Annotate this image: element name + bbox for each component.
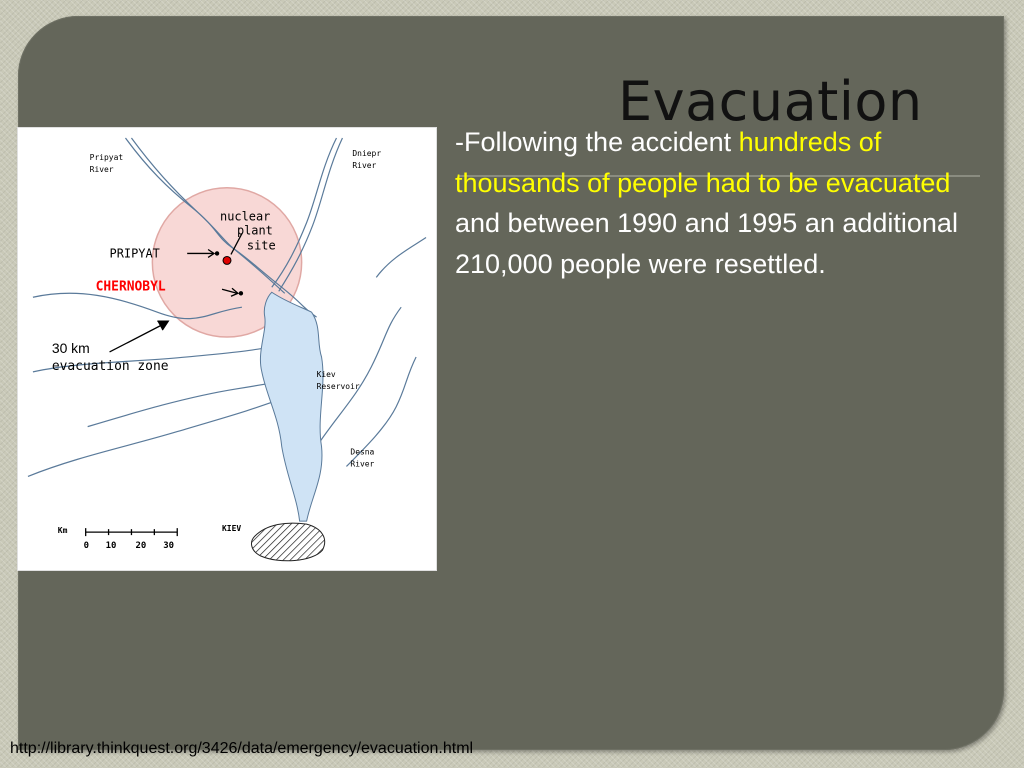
slide-panel xyxy=(18,16,1004,750)
pripyat-river-label-1: Pripyat xyxy=(89,152,124,162)
pripyat-town-label: PRIPYAT xyxy=(109,246,160,261)
kiev-city-label: KIEV xyxy=(222,524,242,534)
pripyat-river-label-2: River xyxy=(89,164,114,174)
zone-label-1: 30 km xyxy=(51,339,90,356)
kiev-area xyxy=(252,523,325,561)
nuclear-plant-label-3: site xyxy=(246,238,276,253)
nuclear-plant-label-2: plant xyxy=(236,223,273,238)
body-part-2: and between 1990 and 1995 an additional 210,000 people were resettled. xyxy=(455,208,958,279)
chernobyl-town-label: CHERNOBYL xyxy=(95,279,166,295)
slide-body-text xyxy=(455,122,1000,284)
body-dash: - xyxy=(455,127,464,157)
dniepr-river-label-2: River xyxy=(352,160,377,170)
desna-river-label-2: River xyxy=(350,459,375,469)
scale-tick-0: 0 xyxy=(83,541,90,552)
kiev-reservoir xyxy=(260,292,323,521)
chernobyl-marker xyxy=(239,291,243,295)
dniepr-river-label-1: Dniepr xyxy=(352,148,382,158)
scale-tick-10: 10 xyxy=(105,541,117,552)
scale-tick-20: 20 xyxy=(135,541,147,552)
kiev-reservoir-label-1: Kiev xyxy=(316,369,336,379)
nuclear-plant-label-1: nuclear xyxy=(220,209,271,224)
chernobyl-map xyxy=(17,127,437,571)
body-highlight: hundreds of thousands of people had to be evacuated xyxy=(455,127,951,198)
scale-bar xyxy=(86,528,178,536)
kiev-reservoir-label-2: Reservoir xyxy=(316,381,360,391)
pripyat-marker xyxy=(215,251,219,255)
scale-unit-label: Km xyxy=(57,526,68,536)
source-url: http://library.thinkquest.org/3426/data/emergency/evacuation.html xyxy=(10,740,474,757)
nuclear-plant-marker xyxy=(223,256,231,264)
scale-tick-30: 30 xyxy=(163,541,175,552)
desna-river-label-1: Desna xyxy=(350,447,375,457)
body-part-1: Following the accident xyxy=(464,127,739,157)
zone-label-2: evacuation zone xyxy=(51,358,169,374)
map-graphic xyxy=(18,128,436,570)
slide-title: Evacuation xyxy=(618,70,923,133)
